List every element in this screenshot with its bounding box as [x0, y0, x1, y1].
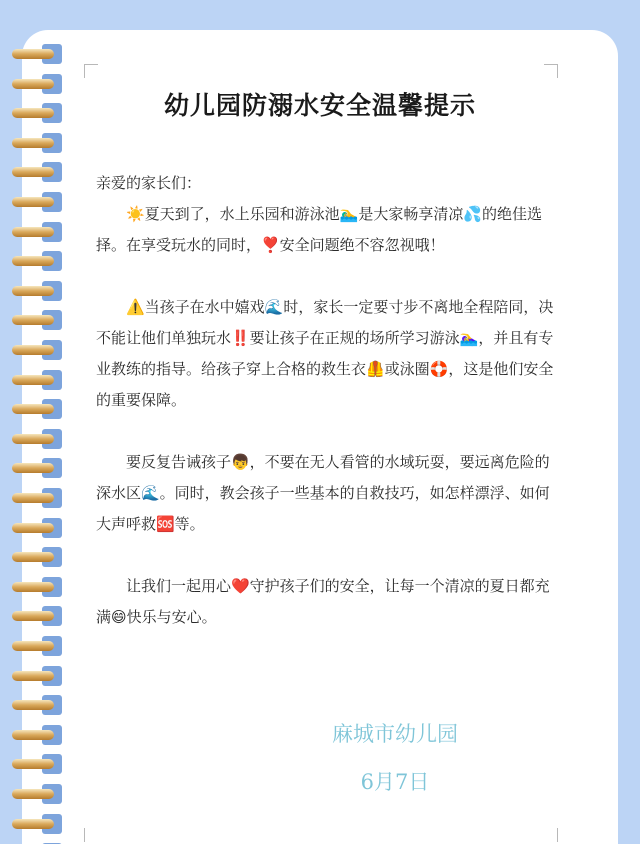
binding-ring — [10, 784, 64, 804]
binding-wire — [12, 700, 54, 710]
binding-wire — [12, 463, 54, 473]
binding-wire — [12, 404, 54, 414]
page-title: 幼儿园防溺水安全温馨提示 — [163, 91, 476, 120]
binding-ring — [10, 488, 64, 508]
paragraph-gap — [96, 261, 558, 292]
binding-wire — [12, 523, 54, 533]
paragraph-summer: ☀️夏天到了，水上乐园和游泳池🏊‍♂️是大家畅享清凉💦的绝佳选择。在享受玩水的同时，❣️安全问题绝不容忽视哦！ — [96, 205, 543, 254]
signature-date: 6月7日 — [360, 770, 430, 794]
corner-mark-top-right — [544, 64, 558, 78]
signature-school: 麻城市幼儿园 — [332, 722, 458, 746]
binding-wire — [12, 138, 54, 148]
binding-wire — [12, 227, 54, 237]
binding-ring — [10, 251, 64, 271]
binding-ring — [10, 606, 64, 626]
binding-ring — [10, 370, 64, 390]
greeting: 亲爱的家长们： — [96, 174, 202, 192]
binding-wire — [12, 759, 54, 769]
binding-ring — [10, 547, 64, 567]
binding-ring — [10, 429, 64, 449]
binding-ring — [10, 340, 64, 360]
binding-wire — [12, 819, 54, 829]
binding-ring — [10, 44, 64, 64]
binding-wire — [12, 552, 54, 562]
binding-ring — [10, 281, 64, 301]
binding-wire — [12, 197, 54, 207]
binding-ring — [10, 814, 64, 834]
binding-ring — [10, 725, 64, 745]
binding-ring — [10, 310, 64, 330]
binding-wire — [12, 375, 54, 385]
binding-wire — [12, 730, 54, 740]
binding-wire — [12, 434, 54, 444]
binding-ring — [10, 577, 64, 597]
corner-mark-bottom-right — [544, 828, 558, 842]
binding-wire — [12, 641, 54, 651]
corner-mark-bottom-left — [84, 828, 98, 842]
binding-wire — [12, 345, 54, 355]
binding-ring — [10, 458, 64, 478]
corner-mark-top-left — [84, 64, 98, 78]
binding-ring — [10, 636, 64, 656]
paragraph-closing: 让我们一起用心❤️守护孩子们的安全，让每一个清凉的夏日都充满😄快乐与安心。 — [96, 577, 550, 626]
binding-ring — [10, 666, 64, 686]
binding-wire — [12, 671, 54, 681]
binding-wire — [12, 789, 54, 799]
binding-wire — [12, 286, 54, 296]
paragraph-gap — [96, 540, 558, 571]
letter-body — [96, 168, 558, 633]
binding-ring — [10, 222, 64, 242]
binding-wire — [12, 167, 54, 177]
paragraph-warning: 要反复告诫孩子👦，不要在无人看管的水域玩耍，要远离危险的深水区🌊。同时，教会孩子一些基本的自救技巧，如怎样漂浮、如何大声呼救🆘等。 — [96, 453, 550, 533]
binding-wire — [12, 49, 54, 59]
binding-wire — [12, 256, 54, 266]
binding-wire — [12, 493, 54, 503]
paragraph-supervision: ⚠️当孩子在水中嬉戏🌊时，家长一定要寸步不离地全程陪同，决不能让他们单独玩水‼️要让孩子在正规的场所学习游泳🏊‍♀️，并且有专业教练的指导。给孩子穿上合格的救生衣🦺或泳圈🛟，这是他们安全的重要保障。 — [96, 298, 554, 409]
paragraph-gap — [96, 416, 558, 447]
binding-wire — [12, 611, 54, 621]
binding-ring — [10, 518, 64, 538]
binding-ring — [10, 133, 64, 153]
binding-wire — [12, 582, 54, 592]
binding-ring — [10, 162, 64, 182]
binding-ring — [10, 192, 64, 212]
binding-wire — [12, 315, 54, 325]
binding-ring — [10, 754, 64, 774]
binding-ring — [10, 695, 64, 715]
binding-ring — [10, 399, 64, 419]
